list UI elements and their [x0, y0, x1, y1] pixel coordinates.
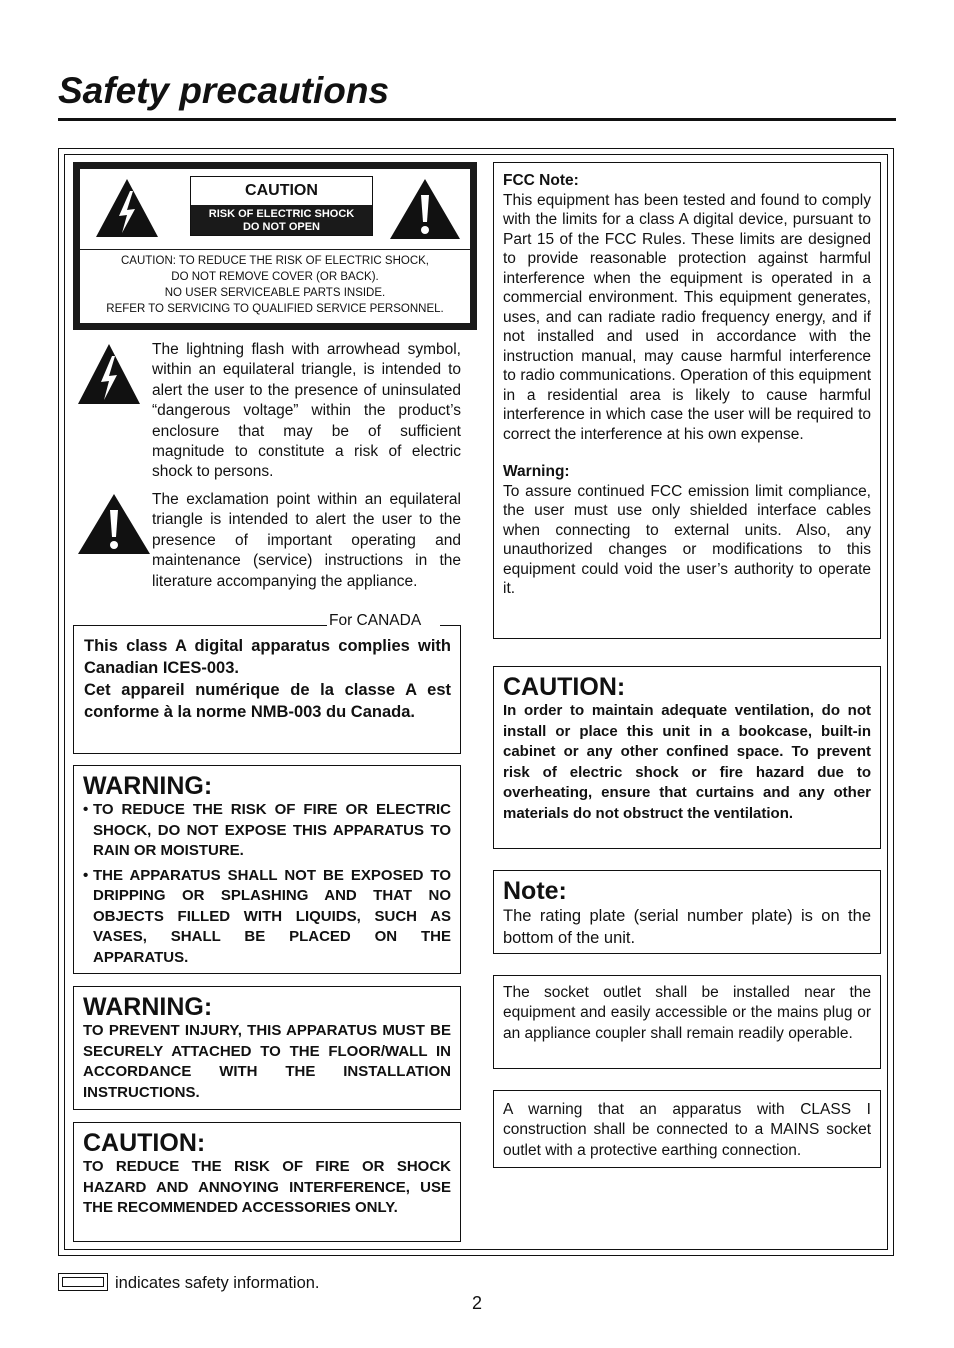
fcc-warning-text: To assure continued FCC emission limit compliance, the user must use only shielded interface cables when connecting to external units. Also, any unauthorized changes or modifications to this equipment could void the user’s authority to operate it. [503, 482, 871, 597]
caution-label-panel [73, 162, 477, 330]
exclamation-symbol-text: The exclamation point within an equilateral triangle is intended to alert the user to the presence of important operating and maintenance (service) instructions in the literature accompanying the appliance. [152, 491, 461, 590]
warning-box-rain [73, 765, 461, 974]
caution-label-title: CAUTION [245, 182, 318, 199]
warning-text: TO PREVENT INJURY, THIS APPARATUS MUST BE SECURELY ATTACHED TO THE FLOOR/WALL IN ACCORDANCE WITH THE INSTALLATION INSTRUCTIONS. [83, 1022, 451, 1101]
legend-text: indicates safety information. [115, 1274, 320, 1292]
lightning-triangle-icon [76, 342, 142, 406]
caution-band-line1: RISK OF ELECTRIC SHOCK [208, 208, 355, 220]
exclamation-triangle-icon [388, 177, 462, 241]
note-box [493, 870, 881, 954]
caution-text: In order to maintain adequate ventilation, do not install or place this unit in a bookcase, built-in cabinet or any other confined space. To prevent risk of electric shock or fire hazard due to overheating, ensure that curtains and any other materials do not obstruct the ventilation. [503, 702, 871, 822]
safety-legend-icon [58, 1273, 108, 1291]
caution-box-ventilation [493, 666, 881, 849]
fcc-note-box [493, 162, 881, 639]
note-text: The rating plate (serial number plate) is on the bottom of the unit. [503, 907, 871, 947]
socket-text: The socket outlet shall be installed near the equipment and easily accessible or the mains plug or an appliance coupler shall remain readily operable. [503, 984, 871, 1042]
caution-label-line: NO USER SERVICEABLE PARTS INSIDE. [164, 287, 386, 299]
caution-label-top [80, 169, 470, 249]
lightning-symbol-text: The lightning flash with arrowhead symbol, within an equilateral triangle, is intended to alert the user to the presence of uninsulated “dangerous voltage” within the product’s enclosure that may be of sufficient magnitude to constitute a risk of electric shock to persons. [152, 341, 461, 481]
socket-outlet-box [493, 975, 881, 1069]
caution-label-band [191, 205, 372, 235]
caution-heading: CAUTION: [83, 1129, 206, 1157]
exclamation-triangle-icon [76, 492, 152, 556]
page-number: 2 [471, 1293, 482, 1313]
page-title: Safety precautions [58, 70, 390, 111]
title-rule [58, 118, 896, 121]
warning-item [83, 866, 451, 969]
canada-box [73, 625, 461, 754]
caution-label-instructions [80, 250, 470, 323]
warning-list [83, 800, 451, 968]
warning-item-text: TO REDUCE THE RISK OF FIRE OR ELECTRIC SHOCK, DO NOT EXPOSE THIS APPARATUS TO RAIN OR MOISTURE. [93, 801, 451, 859]
caution-label-line: DO NOT REMOVE COVER (OR BACK). [171, 271, 379, 283]
caution-label-center [190, 176, 373, 236]
warning-heading: WARNING: [83, 993, 213, 1021]
canada-label: For CANADA [329, 612, 422, 629]
bullet: • [83, 866, 89, 884]
caution-label-line: REFER TO SERVICING TO QUALIFIED SERVICE PERSONNEL. [106, 303, 444, 315]
class1-text: A warning that an apparatus with CLASS I construction shall be connected to a MAINS socket outlet with a protective earthing connection. [503, 1101, 871, 1159]
class1-box [493, 1090, 881, 1168]
caution-band-line2: DO NOT OPEN [242, 221, 320, 233]
caution-heading: CAUTION: [503, 673, 626, 701]
canada-text-fr: Cet appareil numérique de la classe A est conforme à la norme NMB-003 du Canada. [84, 681, 451, 721]
warning-item [83, 800, 451, 862]
lightning-triangle-icon [94, 177, 160, 239]
caution-box-accessories [73, 1122, 461, 1242]
caution-text: TO REDUCE THE RISK OF FIRE OR SHOCK HAZARD AND ANNOYING INTERFERENCE, USE THE RECOMMENDED ACCESSORIES ONLY. [83, 1158, 451, 1216]
fcc-text: This equipment has been tested and found to comply with the limits for a class A digital device, pursuant to Part 15 of the FCC Rules. These limits are designed to provide reasonable protection against harmful interference when the equipment is operated in a commercial environment. This equipment generates, uses, and can radiate radio frequency energy, and if not installed and used in accordance with the instruction manual, may cause harmful interference to radio communications. Operation of this equipment in a residential area is likely to cause harmful interference in which case the user will be required to correct the interference at his own expense. [503, 191, 871, 443]
note-heading: Note: [503, 877, 567, 905]
warning-box-attach [73, 986, 461, 1110]
fcc-warning-heading: Warning: [503, 463, 570, 480]
canada-text-en: This class A digital apparatus complies with Canadian ICES-003. [84, 637, 451, 677]
caution-label-line: CAUTION: TO REDUCE THE RISK OF ELECTRIC SHOCK, [121, 255, 429, 267]
fcc-heading: FCC Note: [503, 172, 579, 189]
bullet: • [83, 801, 89, 818]
warning-item-text: THE APPARATUS SHALL NOT BE EXPOSED TO DRIPPING OR SPLASHING AND THAT NO OBJECTS FILLED WITH LIQUIDS, SUCH AS VASES, SHALL BE PLACED ON THE APPARATUS. [93, 866, 451, 966]
warning-heading: WARNING: [83, 772, 213, 800]
